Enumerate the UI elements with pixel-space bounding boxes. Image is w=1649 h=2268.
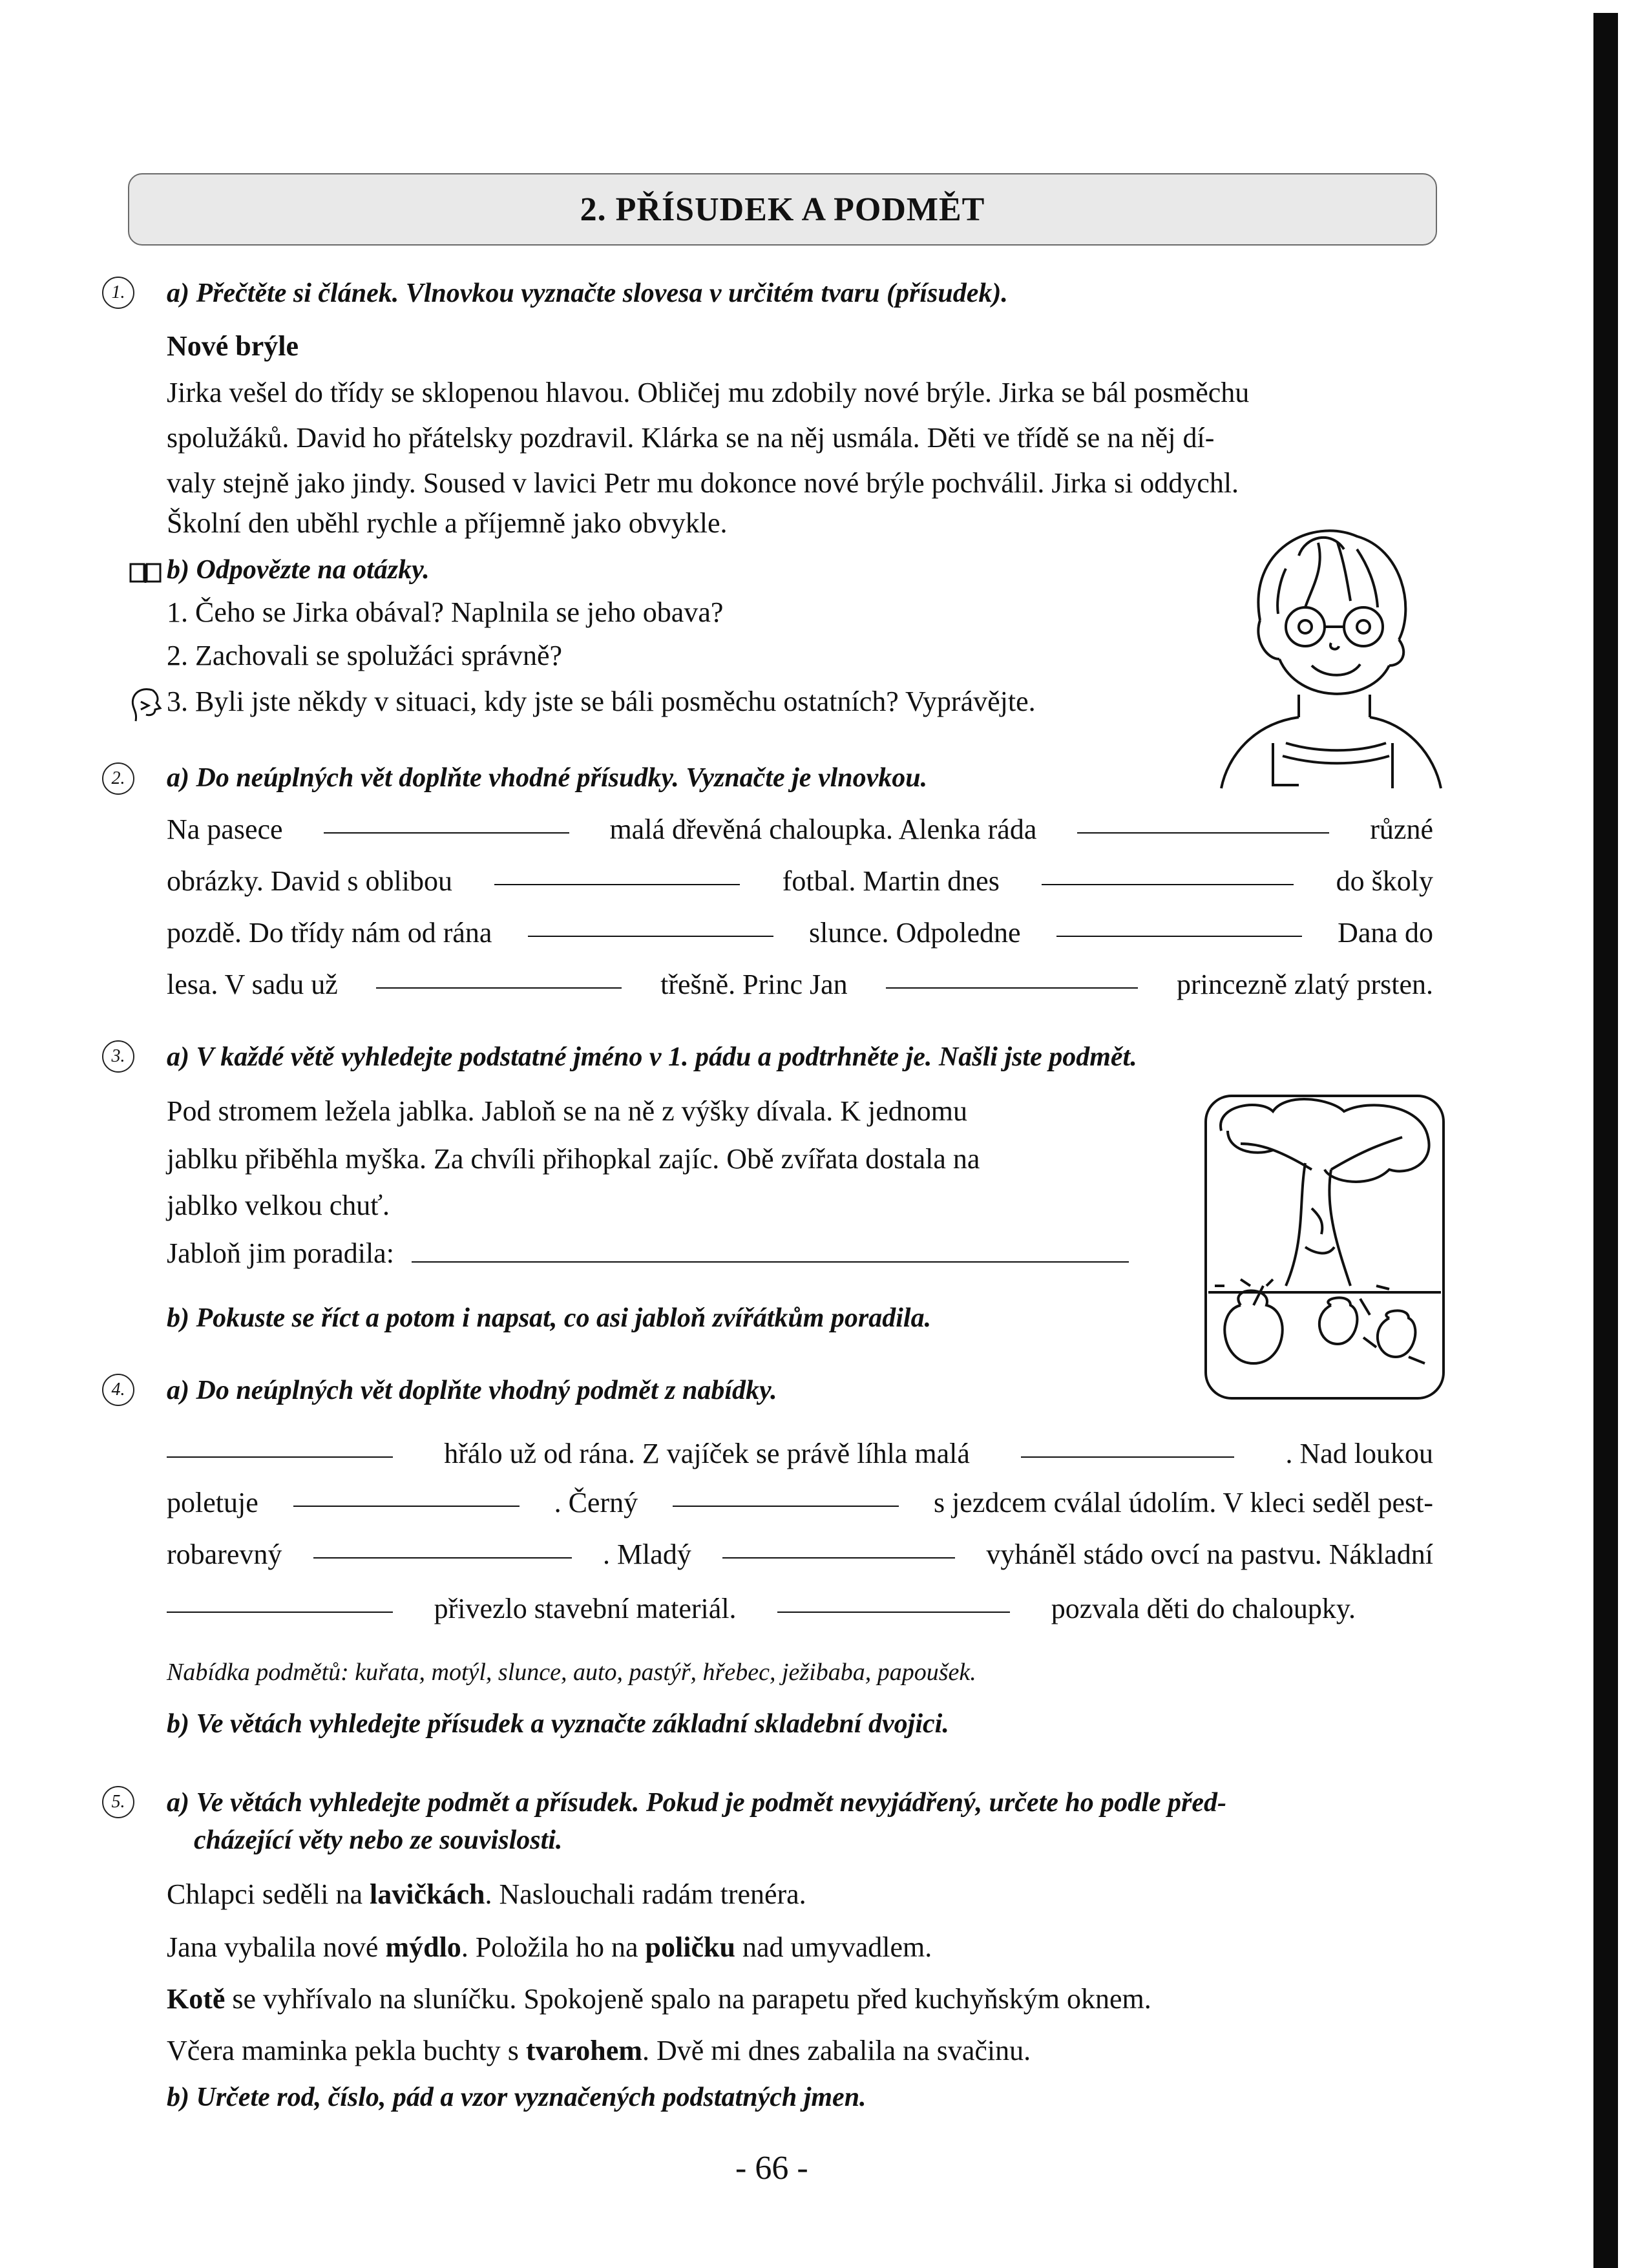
- ex5-task-a-1: a) Ve větách vyhledejte podmět a přísudek. Pokud je podmět nevyjádřený, určete ho podle před-: [167, 1788, 1227, 1818]
- ex4-text: s jezdcem cválal údolím. V kleci seděl pest-: [933, 1487, 1433, 1518]
- ex5-sentence-1: [167, 1875, 806, 1914]
- page-title: 2. PŘÍSUDEK A PODMĚT: [580, 191, 985, 228]
- ex2-task-a: a) Do neúplných vět doplňte vhodné přísudky. Vyznačte je vlnovkou.: [167, 763, 928, 793]
- exercise-number-3: 3.: [102, 1040, 134, 1073]
- answer-blank[interactable]: [167, 1590, 393, 1613]
- ex3-answer-label: Jabloň jim poradila:: [167, 1237, 394, 1269]
- answer-blank[interactable]: [722, 1535, 955, 1559]
- ex1-text-line-4: Školní den uběhl rychle a příjemně jako obvykle.: [167, 507, 728, 539]
- highlighted-noun: lavičkách: [370, 1878, 485, 1910]
- boy-with-glasses-illustration: [1215, 510, 1447, 795]
- ex2-text: různé: [1370, 814, 1433, 845]
- exercise-number-1: 1.: [102, 277, 134, 309]
- ex4-text: pozvala děti do chaloupky.: [1051, 1593, 1356, 1624]
- ex1-task-a: a) Přečtěte si článek. Vlnovkou vyznačte slovesa v určitém tvaru (přísudek).: [167, 278, 1008, 308]
- ex4-text: . Černý: [554, 1487, 638, 1518]
- ex1-heading: Nové brýle: [167, 330, 299, 362]
- ex2-text: slunce. Odpoledne: [809, 917, 1021, 949]
- ex2-text: fotbal. Martin dnes: [782, 865, 1000, 897]
- apple-tree-illustration: [1202, 1092, 1447, 1402]
- ex4-text: vyháněl stádo ovcí na pastvu. Nákladní: [986, 1538, 1433, 1570]
- ex2-line-1: [167, 810, 1433, 849]
- sentence-text: Chlapci seděli na: [167, 1878, 370, 1910]
- ex1-question-3: 3. Byli jste někdy v situaci, kdy jste se báli posměchu ostatních? Vyprávějte.: [167, 686, 1036, 717]
- exercise-number-2: 2.: [102, 762, 134, 795]
- ex4-line-1: [167, 1434, 1433, 1473]
- answer-blank[interactable]: [528, 914, 773, 937]
- ex4-text: poletuje: [167, 1487, 258, 1518]
- ex4-offer: Nabídka podmětů: kuřata, motýl, slunce, auto, pastýř, hřebec, ježibaba, papoušek.: [167, 1659, 976, 1686]
- page-number: - 66 -: [735, 2150, 808, 2187]
- ex2-text: malá dřevěná chaloupka. Alenka ráda: [609, 814, 1037, 845]
- ex2-text: princezně zlatý prsten.: [1176, 969, 1433, 1000]
- answer-blank[interactable]: [412, 1239, 1129, 1263]
- ex4-line-3: [167, 1535, 1433, 1574]
- ex3-text-line-3: jablko velkou chuť.: [167, 1190, 390, 1221]
- ex5-task-b: b) Určete rod, číslo, pád a vzor vyznačených podstatných jmen.: [167, 2083, 867, 2112]
- ex3-task-a: a) V každé větě vyhledejte podstatné jméno v 1. pádu a podtrhněte je. Našli jste podmět.: [167, 1042, 1137, 1072]
- ex4-task-b: b) Ve větách vyhledejte přísudek a vyznačte základní skladební dvojici.: [167, 1709, 949, 1739]
- highlighted-noun: tvarohem: [525, 2035, 642, 2066]
- sentence-text: nad umyvadlem.: [735, 1931, 932, 1963]
- title-banner: [128, 173, 1437, 246]
- highlighted-noun: Kotě: [167, 1983, 226, 2015]
- highlighted-noun: mýdlo: [385, 1931, 461, 1963]
- ex1-task-b: b) Odpovězte na otázky.: [167, 555, 430, 585]
- ex3-task-b: b) Pokuste se říct a potom i napsat, co asi jabloň zvířátkům poradila.: [167, 1303, 932, 1333]
- highlighted-noun: poličku: [645, 1931, 735, 1963]
- sentence-text: . Dvě mi dnes zabalila na svačinu.: [642, 2035, 1031, 2066]
- ex4-line-2: [167, 1484, 1433, 1522]
- ex1-text-line-2: spolužáků. David ho přátelsky pozdravil. Klárka se na něj usmála. Děti ve třídě se na něj dí-: [167, 422, 1215, 454]
- ex5-sentence-3: [167, 1980, 1151, 2019]
- ex4-line-4: [167, 1590, 1356, 1628]
- answer-blank[interactable]: [1021, 1434, 1234, 1458]
- ex3-text-line-1: Pod stromem ležela jablka. Jabloň se na ně z výšky dívala. K jednomu: [167, 1095, 968, 1127]
- answer-blank[interactable]: [324, 810, 569, 834]
- ex2-text: lesa. V sadu už: [167, 969, 338, 1000]
- answer-blank[interactable]: [777, 1590, 1010, 1613]
- answer-blank[interactable]: [1042, 862, 1294, 885]
- ex1-text-1: [167, 373, 1433, 412]
- ex2-text: do školy: [1336, 865, 1433, 897]
- answer-blank[interactable]: [494, 862, 740, 885]
- answer-blank[interactable]: [673, 1484, 899, 1507]
- answer-blank[interactable]: [167, 1434, 393, 1458]
- ex2-text: Dana do: [1338, 917, 1433, 949]
- exercise-number-5: 5.: [102, 1786, 134, 1818]
- ex2-line-2: [167, 862, 1433, 901]
- ex5-task-a-2: cházející věty nebo ze souvislosti.: [194, 1825, 563, 1855]
- answer-blank[interactable]: [886, 965, 1138, 989]
- ex4-text: hřálo už od rána. Z vajíček se právě líhla malá: [444, 1438, 970, 1469]
- ex2-line-4: [167, 965, 1433, 1004]
- answer-blank[interactable]: [293, 1484, 520, 1507]
- answer-blank[interactable]: [1056, 914, 1302, 937]
- sentence-text: se vyhřívalo na sluníčku. Spokojeně spalo na parapetu před kuchyňským oknem.: [225, 1983, 1151, 2015]
- ex2-line-3: [167, 914, 1433, 952]
- ex5-sentence-4: [167, 2032, 1031, 2070]
- book-icon: [129, 562, 162, 584]
- speech-head-icon: [127, 685, 164, 725]
- ex2-text: pozdě. Do třídy nám od rána: [167, 917, 492, 949]
- ex1-text-line-1: Jirka vešel do třídy se sklopenou hlavou. Obličej mu zdobily nové brýle. Jirka se bál posměchu: [167, 377, 1250, 408]
- sentence-text: . Naslouchali radám trenéra.: [485, 1878, 806, 1910]
- ex3-text-line-2: jablku přiběhla myška. Za chvíli přihopkal zajíc. Obě zvířata dostala na: [167, 1143, 980, 1175]
- answer-blank[interactable]: [376, 965, 622, 989]
- ex4-text: přivezlo stavební materiál.: [434, 1593, 737, 1624]
- answer-blank[interactable]: [313, 1535, 572, 1559]
- ex4-task-a: a) Do neúplných vět doplňte vhodný podmět z nabídky.: [167, 1376, 777, 1405]
- ex1-question-2: 2. Zachovali se spolužáci správně?: [167, 640, 563, 671]
- sentence-text: . Položila ho na: [461, 1931, 646, 1963]
- answer-blank[interactable]: [1077, 810, 1329, 834]
- ex2-text: Na pasece: [167, 814, 283, 845]
- ex4-text: . Nad loukou: [1285, 1438, 1433, 1469]
- ex4-text: robarevný: [167, 1538, 282, 1570]
- exercise-number-4: 4.: [102, 1374, 134, 1406]
- ex1-question-1: 1. Čeho se Jirka obával? Naplnila se jeho obava?: [167, 596, 724, 628]
- ex3-answer-row: [167, 1234, 1129, 1273]
- ex1-text-line-3: valy stejně jako jindy. Soused v lavici Petr mu dokonce nové brýle pochválil. Jirka si oddychl.: [167, 467, 1239, 499]
- ex2-text: obrázky. David s oblibou: [167, 865, 452, 897]
- sentence-text: Včera maminka pekla buchty s: [167, 2035, 526, 2066]
- ex5-sentence-2: [167, 1928, 932, 1967]
- ex4-text: . Mladý: [602, 1538, 691, 1570]
- sentence-text: Jana vybalila nové: [167, 1931, 386, 1963]
- scan-edge-bar: [1593, 13, 1618, 2268]
- ex2-text: třešně. Princ Jan: [660, 969, 848, 1000]
